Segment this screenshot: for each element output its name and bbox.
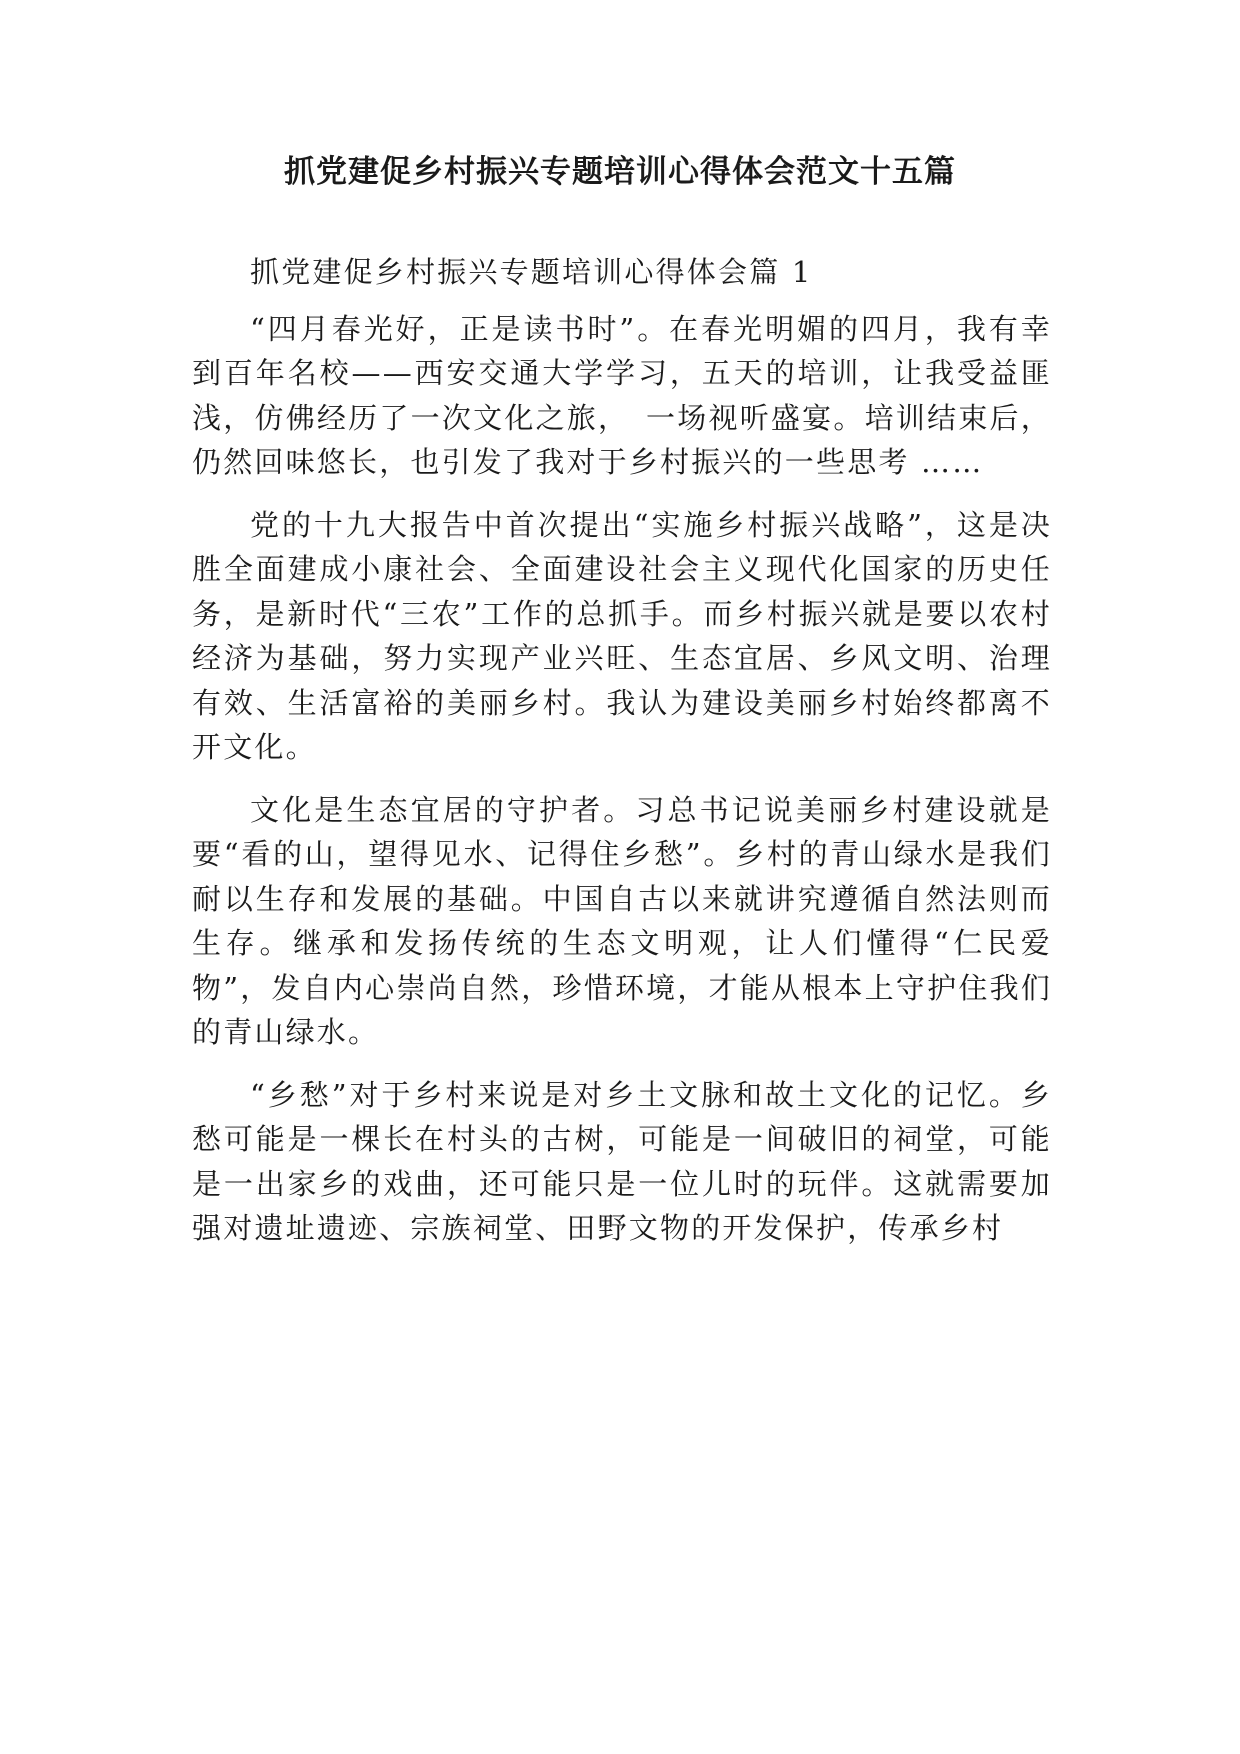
paragraph-1: “四月春光好，正是读书时”。在春光明媚的四月，我有幸到百年名校——西安交通大学学习，五天的培训，让我受益匪浅，仿佛经历了一次文化之旅， 一场视听盛宴。培训结束后，仍然回味悠长，也引发了我对于乡村振兴的一些思考 ……: [192, 311, 1052, 479]
section-heading: 抓党建促乡村振兴专题培训心得体会篇 1: [250, 255, 813, 289]
paragraph-3: 文化是生态宜居的守护者。习总书记说美丽乡村建设就是要“看的山，望得见水、记得住乡愁”。乡村的青山绿水是我们耐以生存和发展的基础。中国自古以来就讲究遵循自然法则而生存。继承和发扬传统的生态文明观，让人们懂得“仁民爱物”，发自内心崇尚自然，珍惜环境，才能从根本上守护住我们的青山绿水。: [192, 792, 1052, 1049]
paragraph-4: “乡愁”对于乡村来说是对乡土文脉和故土文化的记忆。乡愁可能是一棵长在村头的古树，可能是一间破旧的祠堂，可能是一出家乡的戏曲，还可能只是一位儿时的玩伴。这就需要加强对遗址遗迹、宗族祠堂、田野文物的开发保护，传承乡村: [192, 1077, 1052, 1245]
paragraph-2: 党的十九大报告中首次提出“实施乡村振兴战略”，这是决胜全面建成小康社会、全面建设社会主义现代化国家的历史任务，是新时代“三农”工作的总抓手。而乡村振兴就是要以农村经济为基础，努力实现产业兴旺、生态宜居、乡风文明、治理有效、生活富裕的美丽乡村。我认为建设美丽乡村始终都离不开文化。: [192, 507, 1052, 764]
document-title: 抓党建促乡村振兴专题培训心得体会范文十五篇: [284, 154, 956, 190]
document-body: [192, 250, 1052, 1269]
